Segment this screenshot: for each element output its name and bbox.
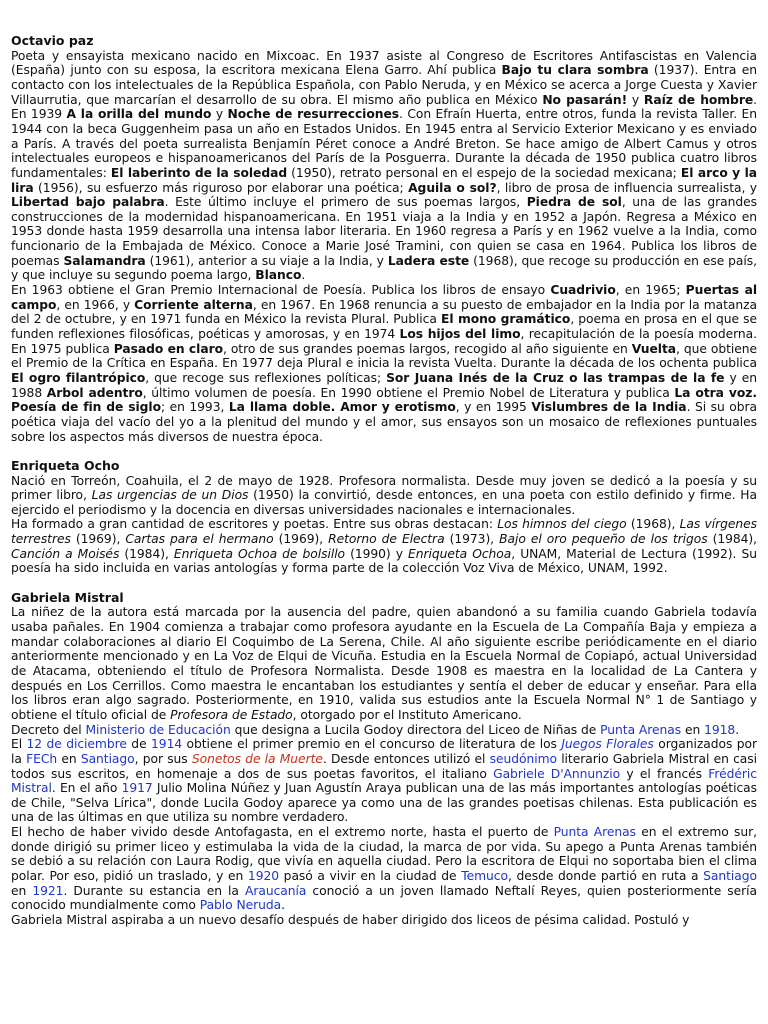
hyperlink[interactable]: 1921 [32,883,64,898]
hyperlink[interactable]: Juegos Florales [561,737,654,752]
hyperlink[interactable]: Santiago [80,751,135,766]
text-run: (1968), que recoge su producción en ese país, y que incluye su segundo poema largo, [11,253,757,283]
text-run: En 1963 obtiene el Gran Premio Internacional de Poesía. Publica los libros de ensayo [11,283,551,298]
text-run: (1984), [119,546,174,561]
text-run: Decreto del [11,722,86,737]
hyperlink[interactable]: Araucanía [244,883,307,898]
book-title: Piedra de sol [526,195,622,210]
hyperlink[interactable]: Temuco [461,869,508,884]
text-run: , en 1967. En 1968 renuncia a su puesto de embajador en la India por la matanza del 2 de octubre, y en 1971 funda en México la revista Plural. Publica [11,297,758,327]
text-run: . [301,268,306,283]
italic-title: Canción a Moisés [11,546,120,561]
text-run: , último volumen de poesía. En 1990 obtiene el Premio Nobel de Literatura y publica [142,385,675,400]
book-title: El laberinto de la soledad [110,165,288,180]
text-run: . En el año [51,781,122,796]
paragraph [11,737,757,825]
book-title: Los hijos del limo [399,327,521,342]
italic-title: Las vírgenes terrestres [11,517,758,547]
text-run: , que recoge sus reflexiones políticas; [145,371,387,386]
text-run: organizados por la [11,737,757,766]
book-title: Sor Juana Inés de la Cruz o las trampas de la fe [386,371,725,386]
text-run: y en 1988 [11,371,757,400]
italic-title: Enriqueta Ochoa [408,546,512,561]
document-page [11,34,757,928]
text-run: . Durante su estancia en la [63,883,245,898]
paragraph [11,49,757,284]
text-run: , por sus [134,751,192,766]
text-run: (1937). Entra en contacto con los intelectuales de la República Española, con Pablo Neruda, y en México se acerca a Jorge Cuesta y Xavier Villaurrutia, que marcarían el desarrollo de su obra. El mismo año publica en México [11,63,757,107]
section-spacer [11,444,757,459]
book-title: La otra voz. Poesía de fin de siglo [11,385,758,415]
section-heading: Octavio paz [11,33,94,48]
text-run: de [126,737,152,752]
text-run: Ha formado a gran cantidad de escritores y poetas. Entre sus obras destacan: [11,517,498,532]
section-heading: Enriqueta Ocho [11,457,120,473]
book-title: Blanco [255,268,302,283]
paragraph [11,605,757,722]
text-run: (1973), [444,532,500,547]
hyperlink[interactable]: Frédéric Mistral [11,766,758,796]
text-run: El [11,737,27,752]
italic-title: Profesora de Estado [170,707,293,722]
text-run: (1990) y [345,546,409,561]
book-title: Cuadrivio [550,283,616,298]
text-run: , en 1965; [615,283,686,298]
hyperlink[interactable]: seudónimo [489,751,557,766]
text-run: ; en 1993, [160,400,229,415]
text-run: , UNAM, Material de Lectura (1992). Su poesía ha sido incluida en varias antologías y forma parte de la colección Voz Viva de México, UNAM, 1992. [11,546,757,576]
text-run: (1984), [707,532,758,547]
section [11,459,757,576]
hyperlink[interactable]: 1917 [121,781,153,796]
text-run: (1961), anterior a su viaje a la India, y [145,253,388,268]
text-run: , libro de prosa de influencia surrealista, y [496,180,757,195]
book-title: Vuelta [631,341,677,356]
paragraph [11,474,757,518]
book-title: Libertad bajo palabra [11,195,165,210]
book-title: Salamandra [63,253,146,268]
book-title: Vislumbres de la India [531,400,687,415]
book-title: Arbol adentro [46,385,143,400]
text-run: (1956), su esfuerzo más riguroso por elaborar una poética; [33,180,409,195]
text-run: , en 1966, y [56,297,135,312]
italic-title: Cartas para el hermano [125,532,274,547]
text-run: . Con Efraín Huerta, entre otros, funda la revista Taller. En 1944 con la beca Guggenheim pasa un año en Estados Unidos. En 1945 entra al Servicio Exterior Mexicano y es enviado a París. A través del poeta surrealista Benjamín Péret conoce a André Breton. Se hace amigo de Albert Camus y otros intelectuales europeos e hispanoamericanos del París de la Posguerra. Durante la década de 1950 publica cuatro libros fundamentales: [11,107,758,180]
text-run: . Desde entonces utilizó el [322,751,490,766]
text-run: en [57,751,81,766]
text-run: . Si su obra poética viaja del vacío del yo a la plenitud del mundo y el amor, sus ensayos son un mosaico de reflexiones puntuales sobre los aspectos más diversos de nuestra época. [11,400,757,444]
book-title: El ogro filantrópico [11,371,146,386]
text-run: (1968), [626,517,680,532]
hyperlink[interactable]: Pablo Neruda [199,898,282,913]
text-run: pasó a vivir en la ciudad de [279,869,462,884]
text-run: . Este último incluye el primero de sus poemas largos, [164,195,527,210]
text-run: . [281,898,286,913]
text-run: que designa a Lucila Godoy directora del Liceo de Niñas de [230,722,601,737]
text-run: Poeta y ensayista mexicano nacido en Mixcoac. En 1937 asiste al Congreso de Escritores Antifascistas en Valencia (España) junto con su esposa, la escritora mexicana Elena Garro. Ahí publica [11,48,757,78]
paragraph [11,517,757,576]
book-title: Ladera este [387,253,470,268]
text-run: , desde donde partió en ruta a [507,869,704,884]
missing-link[interactable]: Sonetos de la Muerte [191,751,323,766]
text-run: , y en 1995 [455,400,532,415]
text-run: en el extremo sur, donde dirigió su primer liceo y estimulaba la vida de la ciudad, la marca de por vida. Su apego a Punta Arenas también se debió a su relación con Laura Rodig, que vivía en aquella ciudad. Pero la escritora de Elqui no soportaba bien el clima polar. Por eso, pidió un traslado, y en [11,825,757,884]
text-run: (1950), retrato personal en el espejo de la sociedad mexicana; [287,165,681,180]
text-run: en [681,722,705,737]
book-title: Bajo tu clara sombra [501,63,649,78]
hyperlink[interactable]: 1920 [247,869,280,884]
text-run: obtiene el primer premio en el concurso de literatura de los [182,737,562,752]
book-title: Raíz de hombre [643,92,754,107]
text-run: en [11,883,33,898]
text-run: , otorgado por el Instituto Americano. [292,707,522,722]
text-run: Gabriela Mistral aspiraba a un nuevo desafío después de haber dirigido dos liceos de pésima calidad. Postuló y [11,913,690,928]
book-title: Pasado en claro [113,341,223,356]
text-run: (1950) la convirtió, desde entonces, en una poeta con estilo definido y firme. Ha ejercido el periodismo y la docencia en diversas universidades nacionales e internacionales. [11,488,757,517]
book-title: Puertas al campo [11,283,757,312]
hyperlink[interactable]: 1918 [704,722,736,737]
book-title: El mono gramático [440,312,571,327]
text-run: Nació en Torreón, Coahuila, el 2 de mayo de 1928. Profesora normalista. Desde muy joven se dedicó a la poesía y su primer libro, [11,473,757,503]
text-run: . [735,722,740,737]
text-run: La niñez de la autora está marcada por la ausencia del padre, quien abandonó a su familia cuando Gabriela todavía usaba pañales. En 1904 comienza a trabajar como profesora ayudante en la Escuela de La Compañía Baja y empieza a mandar colaboraciones al diario El Coquimbo de La Serena, Chile. Al año siguiente escribe periódicamente en el diario anteriormente mencionado y en La Voz de Elqui de Vicuña. Estudia en la Escuela Normal de Copiapó, actual Universidad de Atacama, obteniendo el título de Profesora Normalista. Desde 1908 es maestra en la localidad de La Cantera y después en Los Cerrillos. Como maestra le encantaban los estudiantes y sentía el deber de educar y enseñar. Para ella los libros eran algo sagrado. Posteriormente, en 1910, valida sus estudios ante la Escuela Normal N° 1 de Santiago y obtiene el título oficial de [11,605,757,722]
hyperlink[interactable]: Santiago [703,869,757,884]
paragraph [11,913,757,928]
section [11,34,757,444]
hyperlink[interactable]: 12 de diciembre [26,737,127,752]
italic-title: Bajo el oro pequeño de los trigos [499,532,708,547]
text-run: . En 1939 [11,92,757,122]
text-run: y [627,92,644,107]
text-run: (1969), [273,532,329,547]
text-run: , que obtiene el Premio de la Crítica en España. En 1977 deja Plural e inicia la revista Vuelta. Durante la década de los ochenta publica [11,341,757,371]
book-title: A la orilla del mundo [66,107,212,122]
hyperlink[interactable]: Gabriele D'Annunzio [493,766,621,781]
text-run: , recapitulación de la poesía moderna. En 1975 publica [11,327,757,356]
text-run: El hecho de haber vivido desde Antofagasta, en el extremo norte, hasta el puerto de [11,825,554,840]
hyperlink[interactable]: 1914 [151,737,183,752]
italic-title: Enriqueta Ochoa de bolsillo [173,546,346,561]
italic-title: Retorno de Electra [328,532,445,547]
section-heading: Gabriela Mistral [11,589,124,605]
hyperlink[interactable]: FECh [26,751,58,766]
book-title: No pasarán! [542,92,628,107]
text-run: , poema en prosa en el que se funden reflexiones filosóficas, poéticas y amorosas, y en 1974 [11,312,757,342]
hyperlink[interactable]: Punta Arenas [600,722,682,737]
text-run: y [211,107,228,122]
hyperlink[interactable]: Punta Arenas [553,825,636,840]
text-run: literario Gabriela Mistral en casi todos sus escritos, en homenaje a dos de sus poetas favoritos, el italiano [11,751,757,781]
italic-title: Las urgencias de un Dios [91,488,249,503]
section [11,591,757,928]
hyperlink[interactable]: Ministerio de Educación [85,722,231,737]
text-run: , una de las grandes construcciones de la modernidad hispanoamericana. En 1951 viaja a la India y en 1952 a Japón. Regresa a México en 1953 donde hasta 1959 desarrolla una intensa labor literaria. En 1960 regresa a París y en 1962 vuelve a la India, como funcionario de la Embajada de México. Conoce a Marie José Tramini, con quien se casa en 1964. Publica los libros de poemas [11,195,757,268]
book-title: Aguila o sol? [408,180,497,195]
italic-title: Los himnos del ciego [497,517,627,532]
paragraph [11,825,757,913]
book-title: Noche de resurrecciones [227,107,400,122]
book-title: El arco y la lira [11,165,757,195]
text-run: y el francés [620,766,709,781]
text-run: (1969), [70,532,126,547]
paragraph [11,283,757,444]
book-title: La llama doble. Amor y erotismo [228,400,456,415]
text-run: Julio Molina Núñez y Juan Agustín Araya publican una de las más importantes antologías poéticas de Chile, "Selva Lírica", donde Lucila Godoy aparece ya como una de las grandes poetisas chilenas. Esta publicación es una de las últimas en que utiliza su nombre verdadero. [11,781,758,825]
paragraph [11,723,757,738]
text-run: , otro de sus grandes poemas largos, recogido al año siguiente en [223,341,632,356]
section-spacer [11,576,757,591]
text-run: conoció a un joven llamado Neftalí Reyes, quien posteriormente sería conocido mundialmente como [11,883,758,913]
book-title: Corriente alterna [134,297,253,312]
